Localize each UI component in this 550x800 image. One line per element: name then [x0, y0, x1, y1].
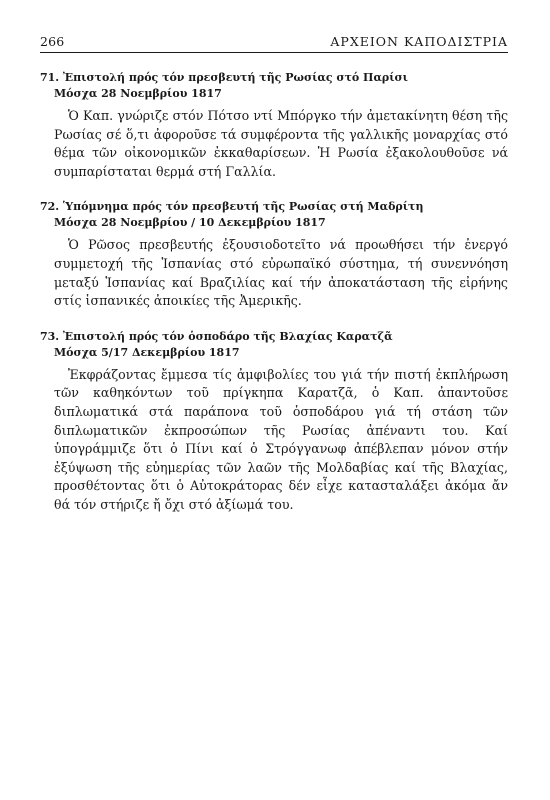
page-number: 266: [40, 34, 65, 49]
entry-title: Ἐπιστολή πρός τόν πρεσβευτή τῆς Ρωσίας στό Παρίσι: [62, 71, 408, 84]
entry-title: Ἐπιστολή πρός τόν ὁσποδάρο τῆς Βλαχίας Καρατζᾶ: [62, 329, 393, 343]
entry-title: Ὑπόμνημα πρός τόν πρεσβευτή τῆς Ρωσίας στή Μαδρίτη: [62, 200, 424, 214]
entry-date: Μόσχα 28 Νοεμβρίου / 10 Δεκεμβρίου 1817: [54, 216, 326, 230]
running-header: [40, 34, 508, 53]
entry-71: [40, 70, 508, 181]
entry-number: 72.: [40, 200, 60, 214]
document-page: [40, 34, 508, 515]
entry-heading: [40, 329, 508, 345]
running-title: ΑΡΧΕΙΟΝ ΚΑΠΟΔΙΣΤΡΙΑ: [330, 34, 508, 49]
entry-number: 73.: [40, 329, 60, 343]
entry-72: [40, 199, 508, 310]
entry-73: [40, 329, 508, 515]
entry-summary: Ὁ Καπ. γνώριζε στόν Πότσο ντί Μπόργκο τήν ἀμετακίνητη θέση τῆς Ρωσίας σέ ὅ,τι ἀφοροῦσε τά συμφέροντα τῆς γαλλικῆς μοναρχίας στό θέμα τῶν οἰκονομικῶν ἐκκαθαρίσεων. Ἡ Ρωσία ἐξακολουθοῦσε νά συμπαρίσταται θερμά στή Γαλλία.: [54, 108, 508, 179]
entry-number: 71.: [40, 71, 60, 84]
entry-summary: Ἐκφράζοντας ἔμμεσα τίς ἀμφιβολίες του γιά τήν πιστή ἐκπλήρωση τῶν καθηκόντων τοῦ πρίγκηπα Καρατζᾶ, ὁ Καπ. ἀπαντοῦσε διπλωματικά στά παράπονα τοῦ ὁσποδάρου γιά τή στάση τῶν διπλωματικῶν ἐκπροσώπων τῆς Ρωσίας ἀπέναντι του. Καί ὑπογράμμιζε ὅτι ὁ Πίνι καί ὁ Στρόγγανωφ ἀπέβλεπαν μόνον στήν ἐξύψωση τῆς εὐημερίας τῶν λαῶν τῆς Μολδαβίας καί τῆς Βλαχίας, προσθέτοντας ὅτι ὁ Αὐτοκράτορας δέν εἶχε κατασταλάξει ἀκόμα ἄν θά τόν στήριζε ἤ ὄχι στό ἀξίωμά του.: [54, 366, 508, 512]
entry-date: Μόσχα 5/17 Δεκεμβρίου 1817: [54, 345, 240, 359]
entry-heading: [40, 70, 508, 86]
entry-heading: [40, 199, 508, 215]
entry-summary: Ὁ Ρῶσος πρεσβευτής ἐξουσιοδοτεῖτο νά προωθήσει τήν ἐνεργό συμμετοχή τῆς Ἱσπανίας στό εὐρωπαϊκό σύστημα, τή συνεννόηση μεταξύ Ἱσπανίας καί Βραζιλίας καί τήν ἀποκατάσταση τῆς εἰρήνης στίς ἱσπανικές ἀποικίες τῆς Ἀμερικῆς.: [54, 237, 508, 309]
entry-date: Μόσχα 28 Νοεμβρίου 1817: [54, 87, 222, 100]
